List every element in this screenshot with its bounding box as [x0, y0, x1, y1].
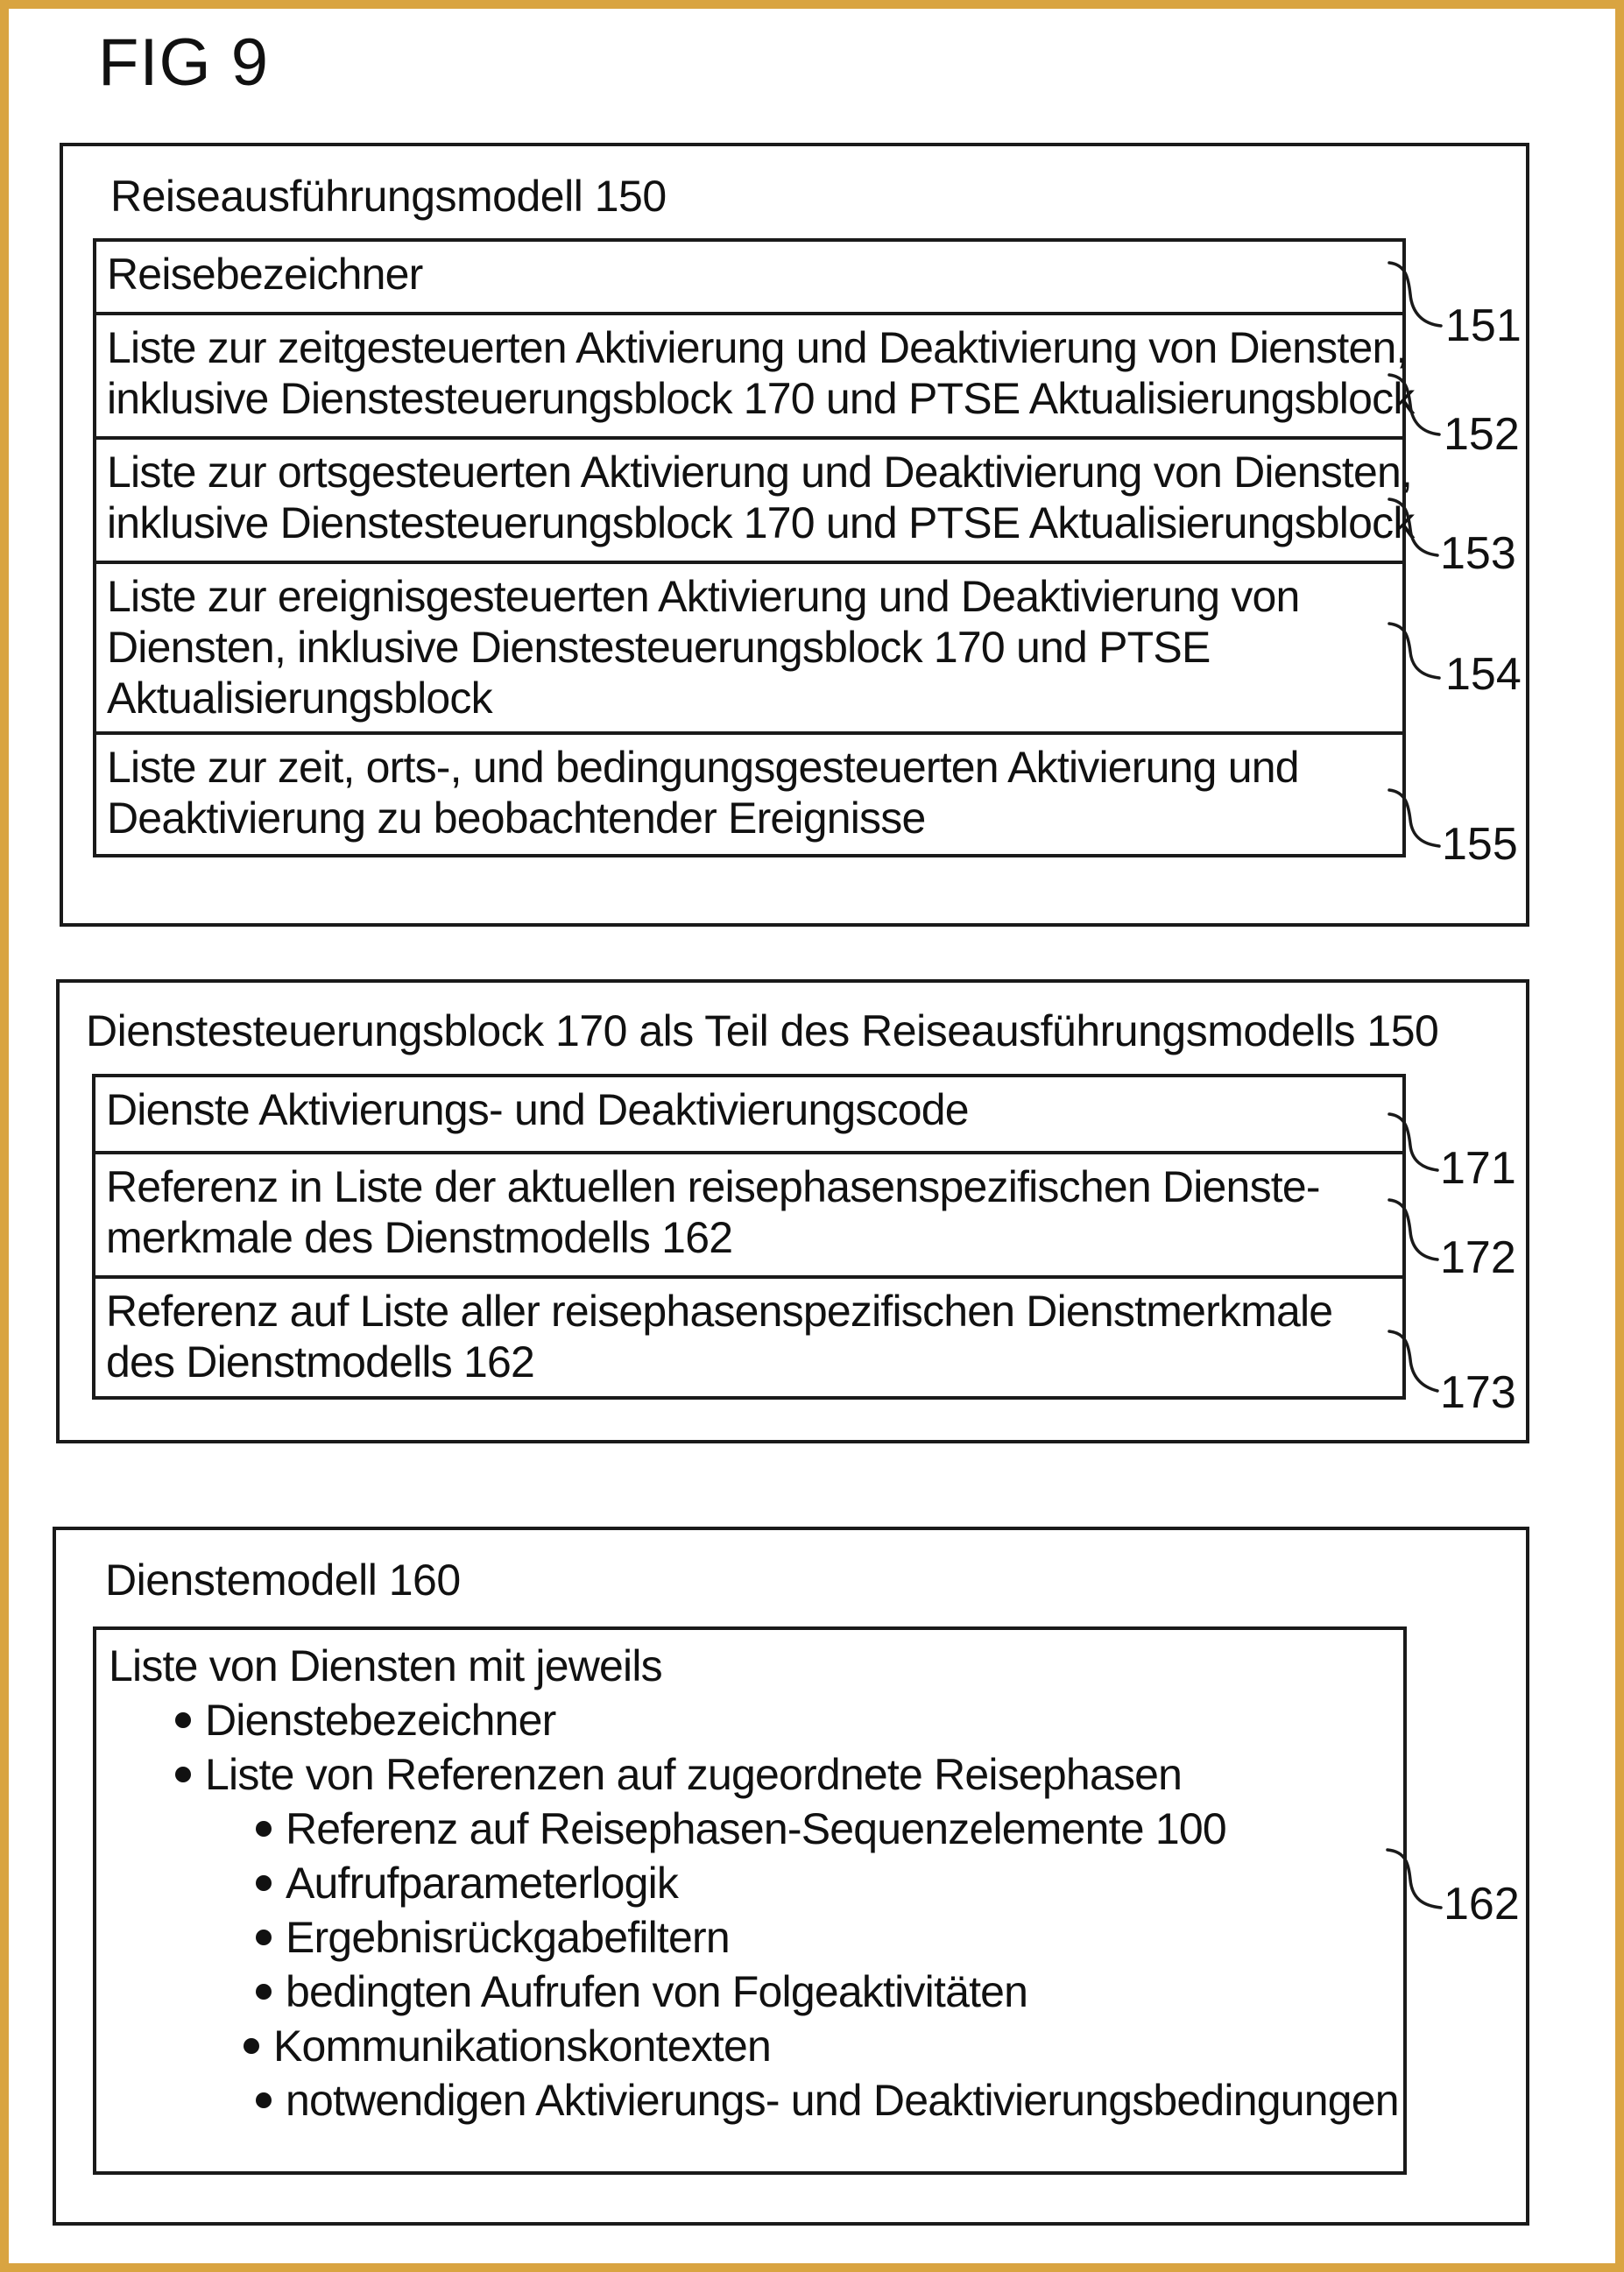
row-154-line: Liste zur ereignisgesteuerten Aktivierung und Deaktivierung von	[107, 572, 1300, 621]
row-173	[95, 1275, 1402, 1396]
row-154	[96, 561, 1402, 731]
list-item-text: Referenz auf Reisephasen-Sequenzelemente 100	[286, 1804, 1226, 1853]
row-155-line: Deaktivierung zu beobachtender Ereignisse	[107, 794, 926, 843]
list-item	[109, 1693, 1399, 1747]
ref-151: 151	[1445, 300, 1522, 351]
block-170-title: Dienstesteuerungsblock 170 als Teil des Reiseausführungsmodells 150	[86, 1006, 1439, 1055]
row-152-line: inklusive Dienstesteuerungsblock 170 und PTSE Aktualisierungsblock	[107, 374, 1415, 423]
bullet-icon	[256, 1930, 272, 1945]
row-172-line: Referenz in Liste der aktuellen reisephasenspezifischen Dienste-	[106, 1162, 1320, 1211]
row-171-line: Dienste Aktivierungs- und Deaktivierungscode	[106, 1085, 969, 1134]
ref-171: 171	[1440, 1143, 1516, 1194]
block-150-title: Reiseausführungsmodell 150	[110, 172, 667, 221]
service-list	[109, 1639, 1399, 2127]
row-153	[96, 436, 1415, 561]
row-153-line: inklusive Dienstesteuerungsblock 170 und PTSE Aktualisierungsblock	[107, 498, 1415, 547]
ref-152: 152	[1444, 409, 1520, 460]
list-heading: Liste von Diensten mit jeweils	[109, 1641, 662, 1690]
ref-153: 153	[1440, 528, 1516, 579]
row-173-line: Referenz auf Liste aller reisephasenspezifischen Dienstmerkmale	[106, 1287, 1333, 1336]
bullet-icon	[256, 1821, 272, 1837]
ref-172: 172	[1440, 1232, 1516, 1283]
row-152-line: Liste zur zeitgesteuerten Aktivierung und Deaktivierung von Diensten,	[107, 323, 1408, 372]
row-154-line: Diensten, inklusive Dienstesteuerungsblock 170 und PTSE	[107, 623, 1211, 672]
list-item	[109, 1965, 1399, 2019]
list-item	[109, 1910, 1399, 1965]
block-150-table	[93, 238, 1415, 857]
list-item-text: Ergebnisrückgabefiltern	[286, 1913, 730, 1962]
block-160-title: Dienstemodell 160	[105, 1556, 461, 1605]
list-item	[109, 1856, 1399, 1910]
block-170-container	[56, 979, 1529, 1443]
block-160-list-box	[93, 1626, 1407, 2175]
row-151-line: Reisebezeichner	[107, 250, 423, 299]
list-item-text: bedingten Aufrufen von Folgeaktivitäten	[286, 1967, 1028, 2016]
list-item-text: Liste von Referenzen auf zugeordnete Reisephasen	[205, 1750, 1183, 1799]
row-153-line: Liste zur ortsgesteuerten Aktivierung und Deaktivierung von Diensten,	[107, 448, 1413, 497]
list-item-text: Kommunikationskontexten	[273, 2022, 772, 2071]
bullet-icon	[175, 1712, 191, 1728]
row-173-line: des Dienstmodells 162	[106, 1337, 535, 1386]
row-172	[95, 1151, 1402, 1275]
block-150-container	[60, 143, 1529, 927]
list-item-text: Aufrufparameterlogik	[286, 1859, 679, 1908]
row-155-line: Liste zur zeit, orts-, und bedingungsgesteuerten Aktivierung und	[107, 743, 1299, 792]
bullet-icon	[175, 1767, 191, 1782]
row-151	[96, 242, 1402, 312]
list-item	[109, 1747, 1399, 1802]
row-155	[96, 731, 1402, 854]
bullet-icon	[244, 2038, 259, 2054]
row-171	[95, 1077, 1402, 1151]
list-item	[109, 1802, 1399, 1856]
list-item	[109, 2073, 1399, 2127]
row-152	[96, 312, 1415, 436]
ref-162: 162	[1444, 1879, 1520, 1930]
row-172-line: merkmale des Dienstmodells 162	[106, 1213, 733, 1262]
list-item	[109, 2019, 1399, 2073]
figure-label: FIG 9	[98, 25, 270, 100]
ref-155: 155	[1442, 819, 1518, 870]
bullet-icon	[256, 2092, 272, 2108]
ref-154: 154	[1445, 649, 1522, 700]
block-160-container	[53, 1527, 1529, 2226]
row-154-line: Aktualisierungsblock	[107, 674, 492, 723]
block-170-table	[92, 1074, 1406, 1400]
bullet-icon	[256, 1875, 272, 1891]
ref-173: 173	[1440, 1367, 1516, 1418]
list-item-text: Dienstebezeichner	[205, 1696, 556, 1745]
list-item-text: notwendigen Aktivierungs- und Deaktivierungsbedingungen	[286, 2076, 1399, 2125]
bullet-icon	[256, 1984, 272, 2000]
